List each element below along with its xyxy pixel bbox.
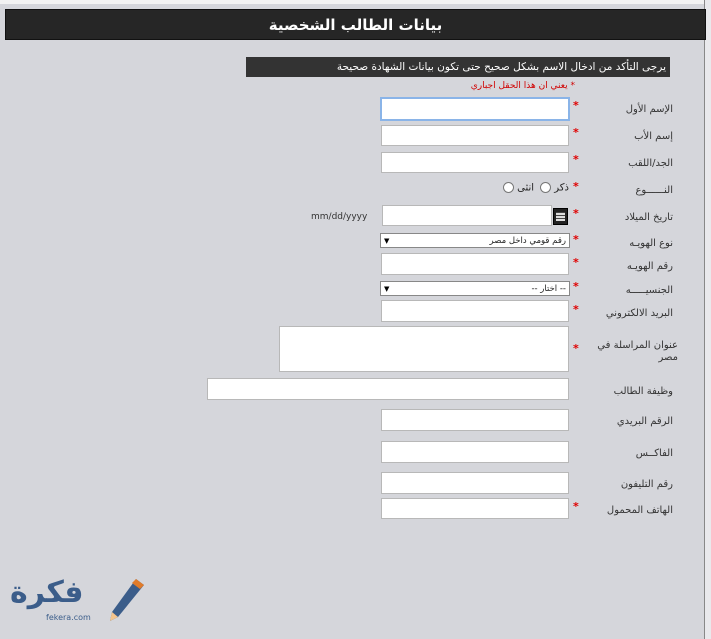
id-type-selected: رقم قومي داخل مصر	[489, 235, 566, 246]
chevron-down-icon: ▼	[384, 284, 390, 293]
father-name-label: إسم الأب	[634, 131, 673, 142]
gender-female-label: انثى	[517, 182, 535, 194]
window-edge	[704, 0, 711, 639]
required-star: *	[573, 280, 579, 293]
notice-banner	[246, 57, 670, 77]
mobile-label: الهاتف المحمول	[606, 505, 673, 516]
gender-label: النــــــوع	[635, 185, 673, 196]
required-star: *	[573, 153, 579, 166]
phone-input[interactable]	[381, 472, 569, 494]
nationality-selected: -- اختار --	[531, 283, 566, 294]
grandfather-name-label: الجد/اللقب	[628, 158, 673, 169]
pencil-icon	[106, 577, 146, 623]
fax-label: الفاكــس	[635, 448, 673, 459]
email-input[interactable]	[381, 300, 569, 322]
first-name-input[interactable]	[380, 97, 570, 121]
birth-date-input[interactable]	[382, 205, 552, 226]
gender-group	[484, 182, 569, 194]
required-note: * يعني ان هذا الحقل اجباري	[470, 81, 575, 91]
nationality-select[interactable]	[380, 281, 570, 296]
gender-male-option[interactable]	[540, 182, 569, 194]
page-title-text: بيانات الطالب الشخصية	[268, 15, 443, 34]
required-star: *	[573, 500, 579, 513]
postal-code-input[interactable]	[381, 409, 569, 431]
logo-subtext: fekera.com	[46, 613, 91, 622]
required-star: *	[573, 207, 579, 220]
gender-male-label: ذكر	[554, 182, 569, 194]
father-name-input[interactable]	[381, 125, 569, 146]
gender-female-radio[interactable]	[503, 182, 514, 193]
address-textarea[interactable]	[279, 326, 569, 372]
grandfather-name-input[interactable]	[381, 152, 569, 173]
first-name-label: الإسم الأول	[625, 104, 673, 115]
date-format-hint: mm/dd/yyyy	[311, 212, 368, 222]
phone-label: رقم التليفون	[620, 479, 673, 490]
postal-code-label: الرقم البريدي	[616, 416, 673, 427]
page-title	[5, 9, 706, 40]
job-label: وظيفة الطالب	[613, 386, 673, 397]
id-type-select[interactable]	[380, 233, 570, 248]
logo-text: فكرة	[10, 575, 84, 610]
site-logo	[6, 575, 146, 627]
fax-input[interactable]	[381, 441, 569, 463]
gender-female-option[interactable]	[503, 182, 534, 194]
required-star: *	[573, 342, 579, 355]
top-border	[0, 0, 711, 4]
required-star: *	[573, 256, 579, 269]
id-type-label: نوع الهويـه	[629, 238, 673, 249]
birth-date-label: تاريخ الميلاد	[624, 212, 673, 223]
chevron-down-icon: ▼	[384, 236, 390, 245]
id-number-input[interactable]	[381, 253, 569, 275]
required-star: *	[573, 303, 579, 316]
nationality-label: الجنسيـــــه	[625, 285, 673, 296]
required-star: *	[573, 126, 579, 139]
calendar-icon[interactable]	[553, 208, 568, 225]
required-star: *	[573, 99, 579, 112]
id-number-label: رقم الهويـه	[626, 261, 673, 272]
address-label: عنوان المراسلة في مصر	[597, 340, 678, 363]
required-star: *	[573, 180, 579, 193]
notice-text: يرجى التأكد من ادخال الاسم بشكل صحيح حتى تكون بيانات الشهادة صحيحة	[336, 61, 666, 73]
required-star: *	[573, 233, 579, 246]
mobile-input[interactable]	[381, 498, 569, 519]
email-label: البريد الالكتروني	[605, 308, 673, 319]
job-input[interactable]	[207, 378, 569, 400]
gender-male-radio[interactable]	[540, 182, 551, 193]
